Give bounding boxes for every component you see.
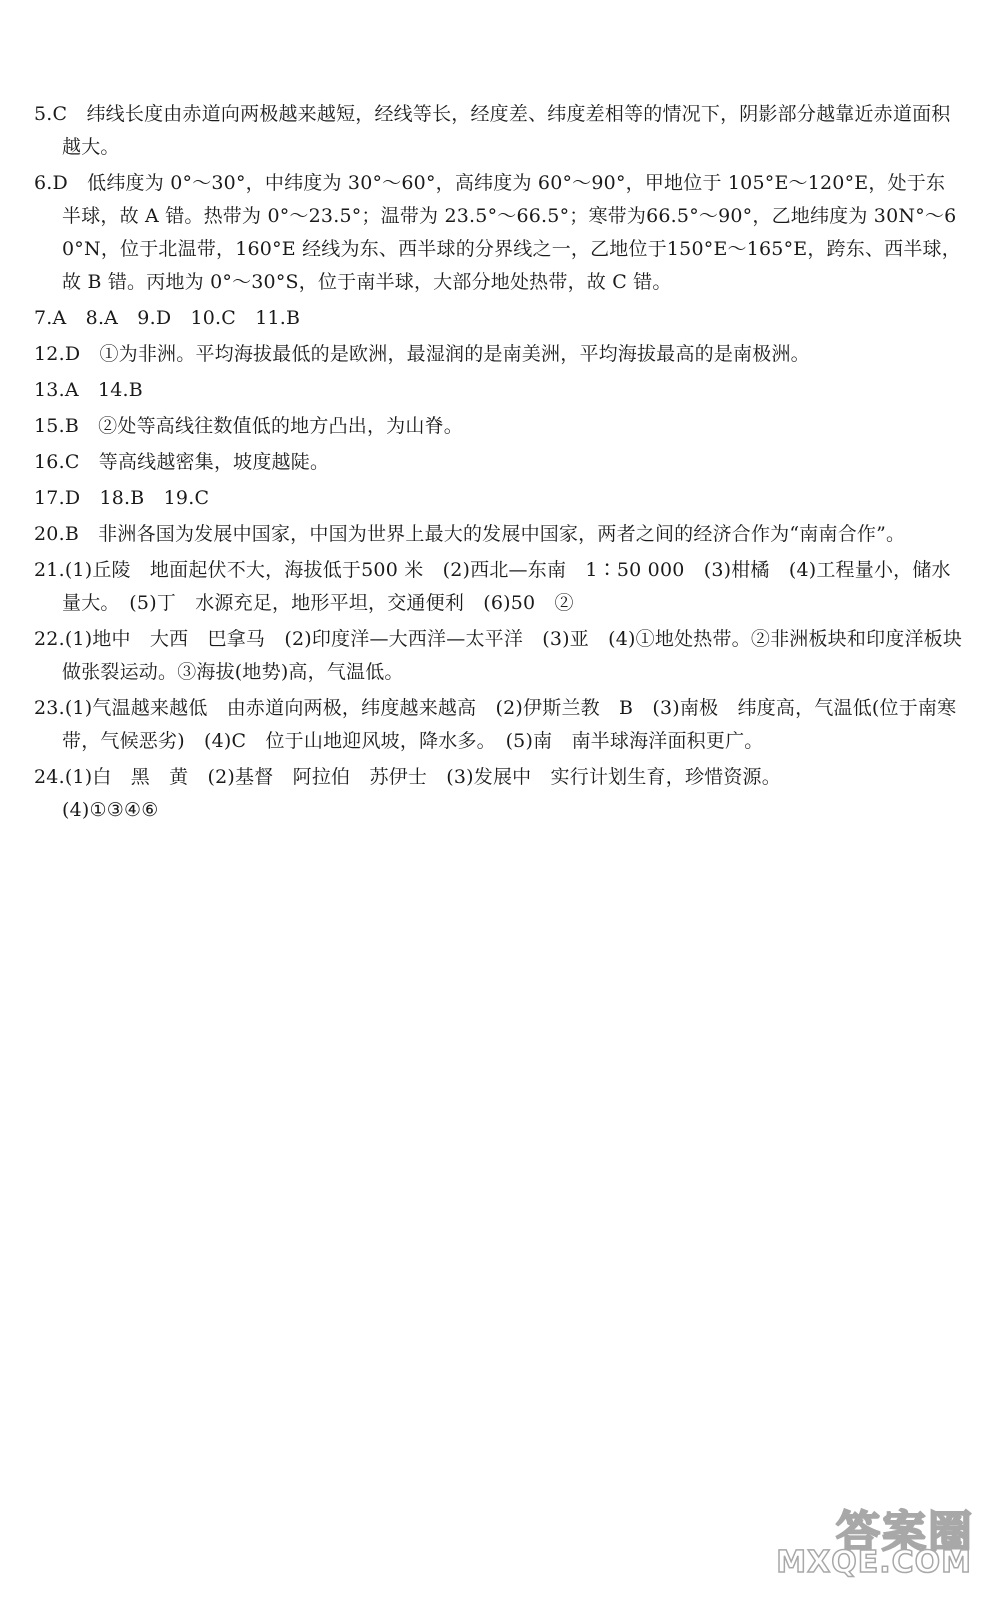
answer-item-23: 23.(1)气温越来越低 由赤道向两极，纬度越来越高 (2)伊斯兰教 B (3)南极 纬度高，气温低(位于南寒带，气候恶劣) (4)C 位于山地迎风坡，降水多。 (5)南 南半球海洋面积更广。	[34, 697, 957, 752]
answer-item-24: 24.(1)白 黑 黄 (2)基督 阿拉伯 苏伊士 (3)发展中 实行计划生育，珍惜资源。 (4)①③④⑥	[34, 766, 781, 821]
answer-item-12: 12.D ①为非洲。平均海拔最低的是欧洲，最湿润的是南美洲，平均海拔最高的是南极洲。	[34, 343, 810, 365]
watermark-en-text: MXQE.COM	[776, 1545, 972, 1580]
answer-item-21: 21.(1)丘陵 地面起伏不大，海拔低于500 米 (2)西北—东南 1∶50 000 (3)柑橘 (4)工程量小，储水量大。 (5)丁 水源充足，地形平坦，交通便利 (6)50 ②	[34, 559, 951, 614]
answer-item-22: 22.(1)地中 大西 巴拿马 (2)印度洋—大西洋—太平洋 (3)亚 (4)①地处热带。②非洲板块和印度洋板块做张裂运动。③海拔(地势)高，气温低。	[34, 628, 963, 683]
answer-items-7-11: 7.A 8.A 9.D 10.C 11.B	[34, 307, 301, 329]
answer-item-5: 5.C 纬线长度由赤道向两极越来越短，经线等长，经度差、纬度差相等的情况下，阴影部分越靠近赤道面积越大。	[34, 103, 951, 158]
site-watermark	[764, 1496, 974, 1580]
watermark-cn-text: 答案圈	[836, 1507, 974, 1558]
answer-items-17-19: 17.D 18.B 19.C	[34, 487, 210, 509]
answer-list	[34, 98, 964, 827]
answer-item-16: 16.C 等高线越密集，坡度越陡。	[34, 451, 330, 473]
answer-item-6: 6.D 低纬度为 0°～30°，中纬度为 30°～60°，高纬度为 60°～90°，甲地位于 105°E～120°E，处于东半球，故 A 错。热带为 0°～23.5°；温带为 23.5°～66.5°；寒带为66.5°～90°，乙地纬度为 30N°～60°N，位于北温带，160°E 经线为东、西半球的分界线之一，乙地位于150°E～165°E，跨东、西半球，故 B 错。丙地为 0°～30°S，位于南半球，大部分地处热带，故 C 错。	[34, 172, 961, 293]
answer-item-15: 15.B ②处等高线往数值低的地方凸出，为山脊。	[34, 415, 463, 437]
answer-item-20: 20.B 非洲各国为发展中国家，中国为世界上最大的发展中国家，两者之间的经济合作为“南南合作”。	[34, 523, 906, 545]
answer-items-13-14: 13.A 14.B	[34, 379, 143, 401]
